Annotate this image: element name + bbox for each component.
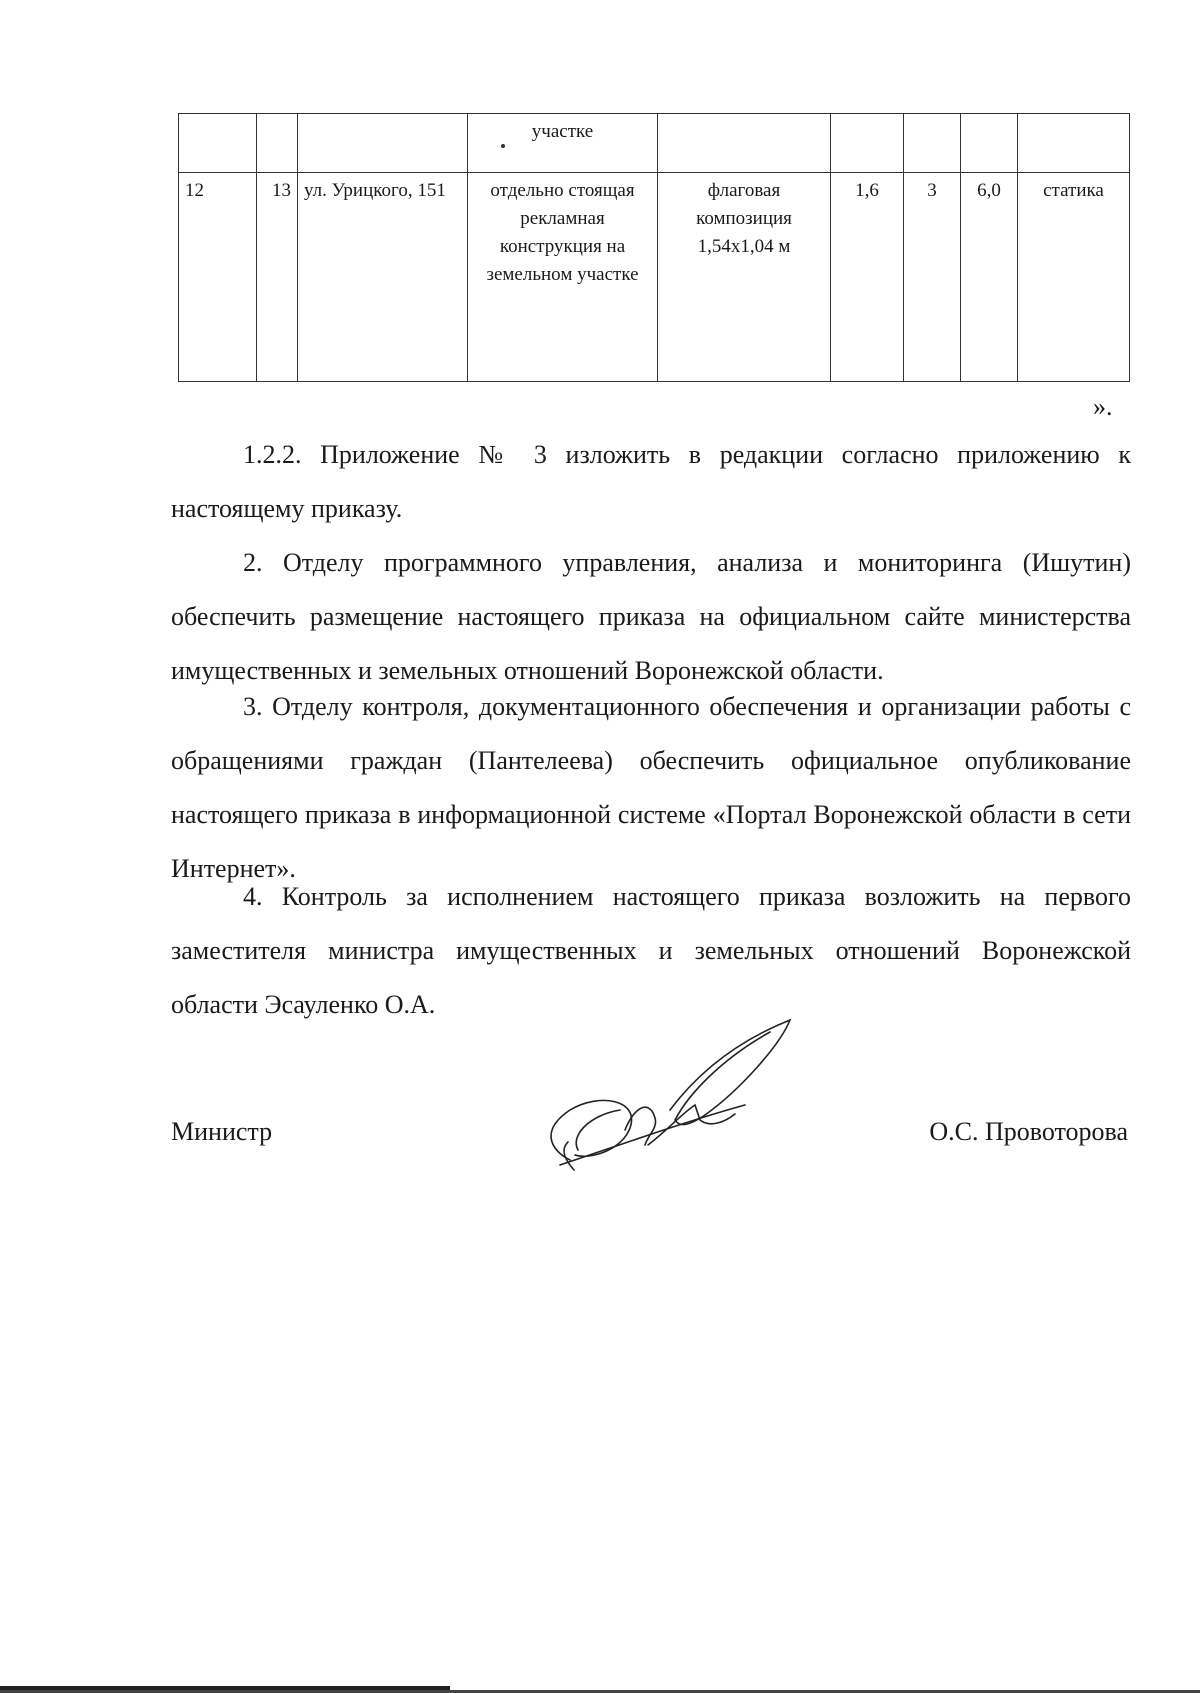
cell-empty (1018, 114, 1130, 173)
cell-empty (257, 114, 298, 173)
handwritten-signature (530, 1010, 810, 1190)
cell-num: 12 (179, 173, 257, 382)
cell-empty (179, 114, 257, 173)
cell-kind: флаговая композиция 1,54х1,04 м (658, 173, 831, 382)
cell-place-num: 13 (257, 173, 298, 382)
signatory-name: О.С. Провоторова (929, 1117, 1128, 1146)
scan-dot (501, 144, 505, 148)
cell-empty (961, 114, 1018, 173)
paragraph-4: 4. Контроль за исполнением настоящего приказа возложить на первого заместителя министра имущественных и земельных отношений Воронежской области Эсауленко О.А. (171, 882, 1131, 1019)
cell-area: 1,6 (831, 173, 904, 382)
table-row-continuation (179, 114, 1130, 173)
cell-empty (658, 114, 831, 173)
signatory-title: Министр (171, 1117, 273, 1146)
paragraph-3: 3. Отделу контроля, документационного обеспечения и организации работы с обращениями граждан (Пантелеева) обеспечить официальное опубликование настоящего приказа в информационной системе «Портал Воронежской области в сети Интернет». (171, 692, 1131, 883)
cell-mode: статика (1018, 173, 1130, 382)
cell-empty (298, 114, 468, 173)
cell-type (468, 114, 658, 173)
cell-address: ул. Урицкого, 151 (298, 173, 468, 382)
cell-type-text: участке (531, 121, 594, 142)
cell-total-area: 6,0 (961, 173, 1018, 382)
paragraph-2: 2. Отделу программного управления, анализа и мониторинга (Ишутин) обеспечить размещение настоящего приказа на официальном сайте министерства имущественных и земельных отношений Воронежской области. (171, 548, 1131, 685)
cell-empty (904, 114, 961, 173)
paragraph-1-2-2: 1.2.2. Приложение № 3 изложить в редакции согласно приложению к настоящему приказу. (171, 440, 1131, 523)
advertising-structures-table (178, 113, 1130, 382)
cell-sides: 3 (904, 173, 961, 382)
table-row (179, 173, 1130, 382)
cell-empty (831, 114, 904, 173)
cell-type: отдельно стоящая рекламная конструкция на земельном участке (468, 173, 658, 382)
closing-quote: ». (1093, 392, 1113, 421)
